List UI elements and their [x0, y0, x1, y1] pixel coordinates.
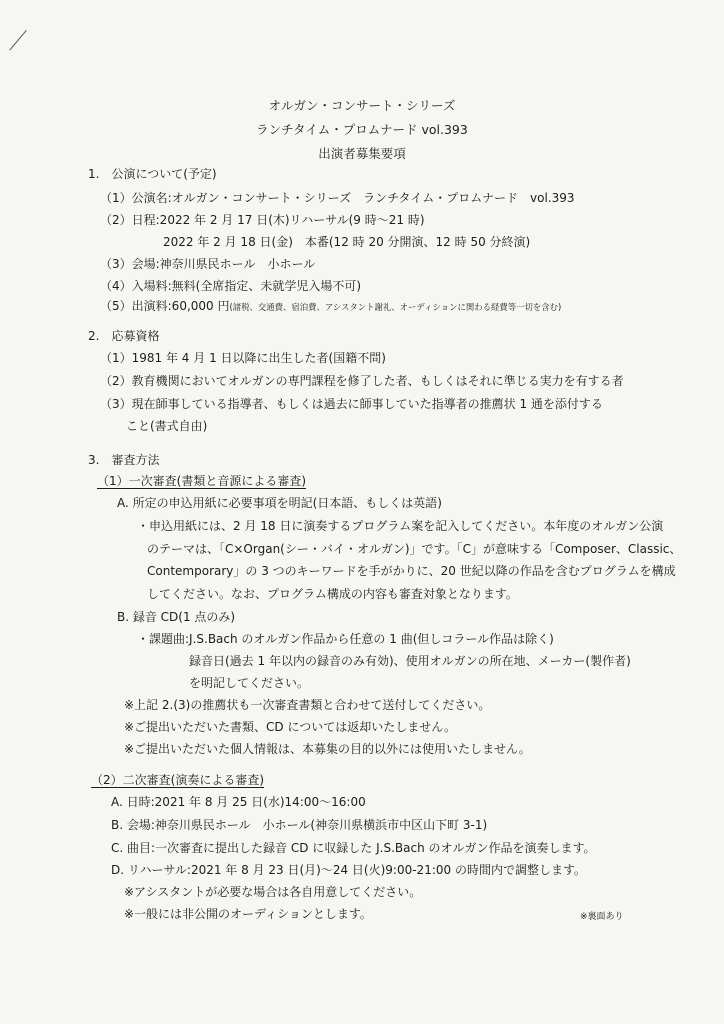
- first-review-note3: ※ご提出いただいた個人情報は、本募集の目的以外には使用いたしません。: [124, 742, 531, 756]
- second-review-c: C. 曲目:一次審査に提出した録音 CD に収録した J.S.Bach のオルガン作品を演奏します。: [111, 841, 596, 855]
- section1-item5: [100, 298, 561, 315]
- second-review-heading: （2）二次審査(演奏による審査): [91, 773, 264, 787]
- section3-heading: 3. 審査方法: [88, 453, 160, 467]
- first-review-b-detail1: ・課題曲:J.S.Bach のオルガン作品から任意の 1 曲(但しコラール作品は除く): [137, 632, 554, 646]
- concert-title: ランチタイム・プロムナード vol.393: [256, 122, 468, 137]
- first-review-b: B. 録音 CD(1 点のみ): [117, 610, 236, 624]
- document-title: 出演者募集要項: [318, 146, 406, 161]
- fee-note: (諸税、交通費、宿泊費、アシスタント謝礼、オーディションに関わる経費等一切を含む): [229, 302, 562, 312]
- section2-item3: （3）現在師事している指導者、もしくは過去に師事していた指導者の推薦状 1 通を添付する: [100, 397, 603, 411]
- second-review-note2: ※一般には非公開のオーディションとします。: [124, 907, 372, 921]
- first-review-a-detail2: のテーマは、「C×Organ(シー・バイ・オルガン)」です。「C」が意味する「Composer、Classic、: [147, 542, 682, 556]
- fee-value: （5）出演料:60,000 円: [100, 299, 230, 313]
- first-review-a: A. 所定の申込用紙に必要事項を明記(日本語、もしくは英語): [117, 496, 442, 510]
- section2-item3-cont: こと(書式自由): [126, 419, 208, 433]
- first-review-heading: （1）一次審査(書類と音源による審査): [97, 474, 306, 488]
- section2-item2: （2）教育機関においてオルガンの専門課程を修了した者、もしくはそれに準じる実力を有する者: [100, 374, 624, 388]
- first-review-a-detail1: ・申込用紙には、2 月 18 日に演奏するプログラム案を記入してください。本年度のオルガン公演: [137, 519, 664, 533]
- section2-item1: （1）1981 年 4 月 1 日以降に出生した者(国籍不問): [100, 351, 386, 365]
- first-review-note1: ※上記 2.(3)の推薦状も一次審査書類と合わせて送付してください。: [124, 698, 491, 712]
- first-review-a-detail3: Contemporary」の 3 つのキーワードを手がかりに、20 世紀以降の作品を含むプログラムを構成: [147, 564, 676, 578]
- second-review-b: B. 会場:神奈川県民ホール 小ホール(神奈川県横浜市中区山下町 3-1): [111, 818, 488, 832]
- section1-item2: （2）日程:2022 年 2 月 17 日(木)リハーサル(9 時～21 時): [100, 213, 425, 227]
- second-review-d: D. リハーサル:2021 年 8 月 23 日(月)～24 日(火)9:00-21:00 の時間内で調整します。: [111, 863, 586, 877]
- pen-mark: [9, 30, 26, 51]
- second-review-note1: ※アシスタントが必要な場合は各自用意してください。: [124, 885, 422, 899]
- first-review-note2: ※ご提出いただいた書類、CD については返却いたしません。: [124, 720, 456, 734]
- section1-item4: （4）入場料:無料(全席指定、未就学児入場不可): [100, 279, 362, 293]
- reverse-side-note: ※裏面あり: [580, 912, 624, 922]
- first-review-b-detail2: 録音日(過去 1 年以内の録音のみ有効)、使用オルガンの所在地、メーカー(製作者): [189, 654, 631, 668]
- second-review-a: A. 日時:2021 年 8 月 25 日(水)14:00～16:00: [111, 795, 366, 809]
- section2-heading: 2. 応募資格: [88, 329, 160, 343]
- first-review-b-detail3: を明記してください。: [189, 676, 310, 690]
- section1-item1: （1）公演名:オルガン・コンサート・シリーズ ランチタイム・プロムナード vol.393: [100, 191, 575, 205]
- section1-item3: （3）会場:神奈川県民ホール 小ホール: [100, 257, 316, 271]
- series-title: オルガン・コンサート・シリーズ: [268, 98, 456, 113]
- first-review-a-detail4: してください。なお、プログラム構成の内容も審査対象となります。: [147, 587, 518, 601]
- section1-heading: 1. 公演について(予定): [88, 167, 217, 181]
- section1-item2-performance: 2022 年 2 月 18 日(金) 本番(12 時 20 分開演、12 時 50 分終演): [163, 235, 531, 249]
